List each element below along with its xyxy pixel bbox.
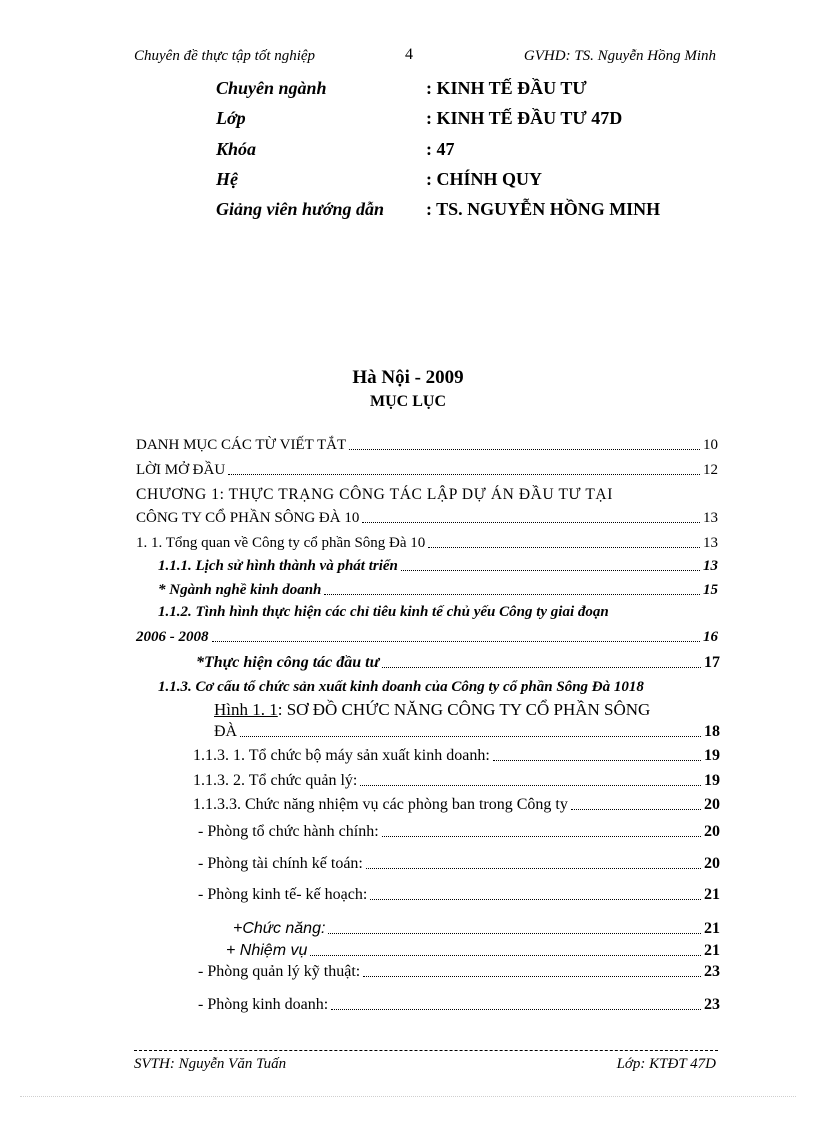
info-label: Lớp bbox=[216, 108, 246, 128]
toc-entry-text: *Thực hiện công tác đầu tư bbox=[196, 654, 380, 671]
toc-entry-text: 1.1.3. 1. Tổ chức bộ máy sản xuất kinh doanh: bbox=[193, 747, 490, 764]
toc-entry-page: 17 bbox=[704, 654, 720, 671]
toc-entry-text: 2006 - 2008 bbox=[136, 629, 209, 645]
toc-entry-chapter-line1 bbox=[136, 486, 718, 504]
toc-entry bbox=[158, 558, 718, 575]
toc-leader bbox=[324, 594, 700, 595]
info-label: Giảng viên hướng dẫn bbox=[216, 199, 384, 219]
toc-entry-text: +Chức năng: bbox=[233, 920, 326, 937]
toc-leader bbox=[571, 809, 701, 810]
toc-entry-figure-line1 bbox=[214, 700, 724, 720]
info-value: : KINH TẾ ĐẦU TƯ 47D bbox=[426, 108, 623, 128]
toc-entry-text: CHƯƠNG 1: THỰC TRẠNG CÔNG TÁC LẬP DỰ ÁN ĐẦU TƯ TẠI bbox=[136, 486, 613, 503]
toc-leader bbox=[212, 641, 701, 642]
toc-entry bbox=[233, 920, 720, 938]
info-label: Chuyên ngành bbox=[216, 78, 327, 98]
header-right: GVHD: TS. Nguyễn Hồng Minh bbox=[523, 48, 716, 64]
toc-entry-text: - Phòng kinh tế- kế hoạch: bbox=[198, 886, 368, 903]
toc-entry-page: 18 bbox=[704, 723, 720, 740]
info-value: : CHÍNH QUY bbox=[426, 169, 542, 189]
toc-entry-page: 20 bbox=[704, 796, 720, 813]
toc-entry bbox=[193, 747, 720, 765]
toc-entry-text: - Phòng kinh doanh: bbox=[198, 996, 329, 1013]
toc-leader bbox=[349, 449, 700, 450]
toc-entry-page: 15 bbox=[703, 582, 718, 598]
toc-leader bbox=[331, 1009, 701, 1010]
toc-entry bbox=[193, 772, 720, 790]
toc-entry bbox=[198, 855, 720, 873]
toc-entry bbox=[136, 510, 718, 527]
toc-leader bbox=[240, 736, 701, 737]
toc-entry-page: 19 bbox=[704, 772, 720, 789]
toc-entry bbox=[196, 654, 720, 672]
toc-entry-text: 1.1.3.3. Chức năng nhiệm vụ các phòng ban trong Công ty bbox=[193, 796, 568, 813]
toc-entry-page: 20 bbox=[704, 823, 720, 840]
page-number: 4 bbox=[405, 46, 413, 63]
info-value: : KINH TẾ ĐẦU TƯ bbox=[426, 78, 587, 98]
toc-entry-page: 13 bbox=[703, 535, 718, 551]
toc-entry bbox=[198, 996, 720, 1014]
toc-entry-page: 23 bbox=[704, 963, 720, 980]
page-header bbox=[134, 48, 716, 68]
toc-entry-page: 21 bbox=[704, 942, 720, 959]
toc-entry-text: - Phòng tài chính kế toán: bbox=[198, 855, 363, 872]
toc-entry bbox=[136, 462, 718, 479]
toc-entry-page: 20 bbox=[704, 855, 720, 872]
toc-entry-text: - Phòng quản lý kỹ thuật: bbox=[198, 963, 361, 980]
info-value: : 47 bbox=[426, 139, 455, 159]
toc-entry-text: 1.1.2. Tình hình thực hiện các chỉ tiêu kinh tế chủ yếu Công ty giai đoạn bbox=[158, 604, 609, 620]
toc-entry bbox=[198, 963, 720, 981]
toc-entry-page: 19 bbox=[704, 747, 720, 764]
toc-entry bbox=[136, 437, 718, 454]
toc-leader bbox=[366, 868, 701, 869]
toc-leader bbox=[428, 547, 700, 548]
place-date: Hà Nội - 2009 bbox=[352, 367, 464, 388]
toc-leader bbox=[360, 785, 701, 786]
toc-entry-text: 1.1.3. 2. Tổ chức quản lý: bbox=[193, 772, 358, 789]
toc-leader bbox=[493, 760, 701, 761]
toc-leader bbox=[362, 522, 700, 523]
toc-entry-text: CÔNG TY CỔ PHẦN SÔNG ĐÀ 10 bbox=[136, 510, 360, 526]
toc-entry-page: 10 bbox=[703, 437, 718, 453]
toc-entry-text: DANH MỤC CÁC TỪ VIẾT TẮT bbox=[136, 437, 347, 453]
toc-leader bbox=[328, 933, 701, 934]
toc-entry-text: - Phòng tổ chức hành chính: bbox=[198, 823, 379, 840]
toc-leader bbox=[370, 899, 701, 900]
header-left: Chuyên đề thực tập tốt nghiệp bbox=[134, 48, 316, 64]
toc-entry-page: 21 bbox=[704, 886, 720, 903]
toc-leader bbox=[382, 836, 701, 837]
toc-entry-text: 1.1.3. Cơ cấu tổ chức sản xuất kinh doanh của Công ty cổ phần Sông Đà 10 bbox=[158, 679, 629, 695]
toc-leader bbox=[401, 570, 700, 571]
toc-entry-page: 16 bbox=[703, 629, 718, 645]
toc-leader bbox=[363, 976, 701, 977]
toc-entry-text: ĐÀ bbox=[214, 723, 238, 740]
toc-entry bbox=[198, 886, 720, 904]
toc-entry-page: 18 bbox=[628, 679, 644, 695]
toc-entry bbox=[226, 942, 720, 960]
toc-entry-text: LỜI MỞ ĐẦU bbox=[136, 462, 226, 478]
toc-entry-page: 23 bbox=[704, 996, 720, 1013]
info-label: Khóa bbox=[216, 139, 257, 159]
footer-left: SVTH: Nguyễn Văn Tuấn bbox=[134, 1056, 287, 1072]
toc-entry bbox=[136, 535, 718, 552]
toc-entry-line1 bbox=[158, 604, 718, 621]
footer-right: Lớp: KTĐT 47D bbox=[616, 1056, 716, 1072]
toc-entry-text: + Nhiệm vụ bbox=[226, 942, 308, 959]
figure-label: Hình 1. 1 bbox=[214, 700, 278, 719]
toc-entry-page: 13 bbox=[703, 510, 718, 526]
page-bottom-border bbox=[20, 1096, 796, 1097]
toc-entry bbox=[193, 796, 720, 814]
toc-entry-page: 13 bbox=[703, 558, 718, 574]
toc-leader bbox=[310, 955, 701, 956]
info-value: : TS. NGUYỄN HỒNG MINH bbox=[426, 199, 661, 219]
toc-entry-text: * Ngành nghề kinh doanh bbox=[158, 582, 322, 598]
footer-divider bbox=[134, 1050, 718, 1051]
toc-entry-text: 1.1.1. Lịch sử hình thành và phát triển bbox=[158, 558, 398, 574]
toc-entry-text: : SƠ ĐỒ CHỨC NĂNG CÔNG TY CỔ PHẦN SÔNG bbox=[277, 700, 651, 719]
toc-entry-page: 12 bbox=[703, 462, 718, 478]
toc-leader bbox=[228, 474, 700, 475]
toc-entry bbox=[158, 679, 738, 696]
info-label: Hệ bbox=[216, 169, 238, 189]
toc-entry bbox=[136, 629, 718, 646]
toc-entry bbox=[214, 723, 720, 741]
toc-title: MỤC LỤC bbox=[370, 393, 446, 410]
toc-entry-text: 1. 1. Tổng quan về Công ty cổ phần Sông Đà 10 bbox=[136, 535, 426, 551]
toc-entry-page: 21 bbox=[704, 920, 720, 937]
toc-entry bbox=[198, 823, 720, 841]
toc-entry bbox=[158, 582, 718, 599]
toc-leader bbox=[382, 667, 701, 668]
